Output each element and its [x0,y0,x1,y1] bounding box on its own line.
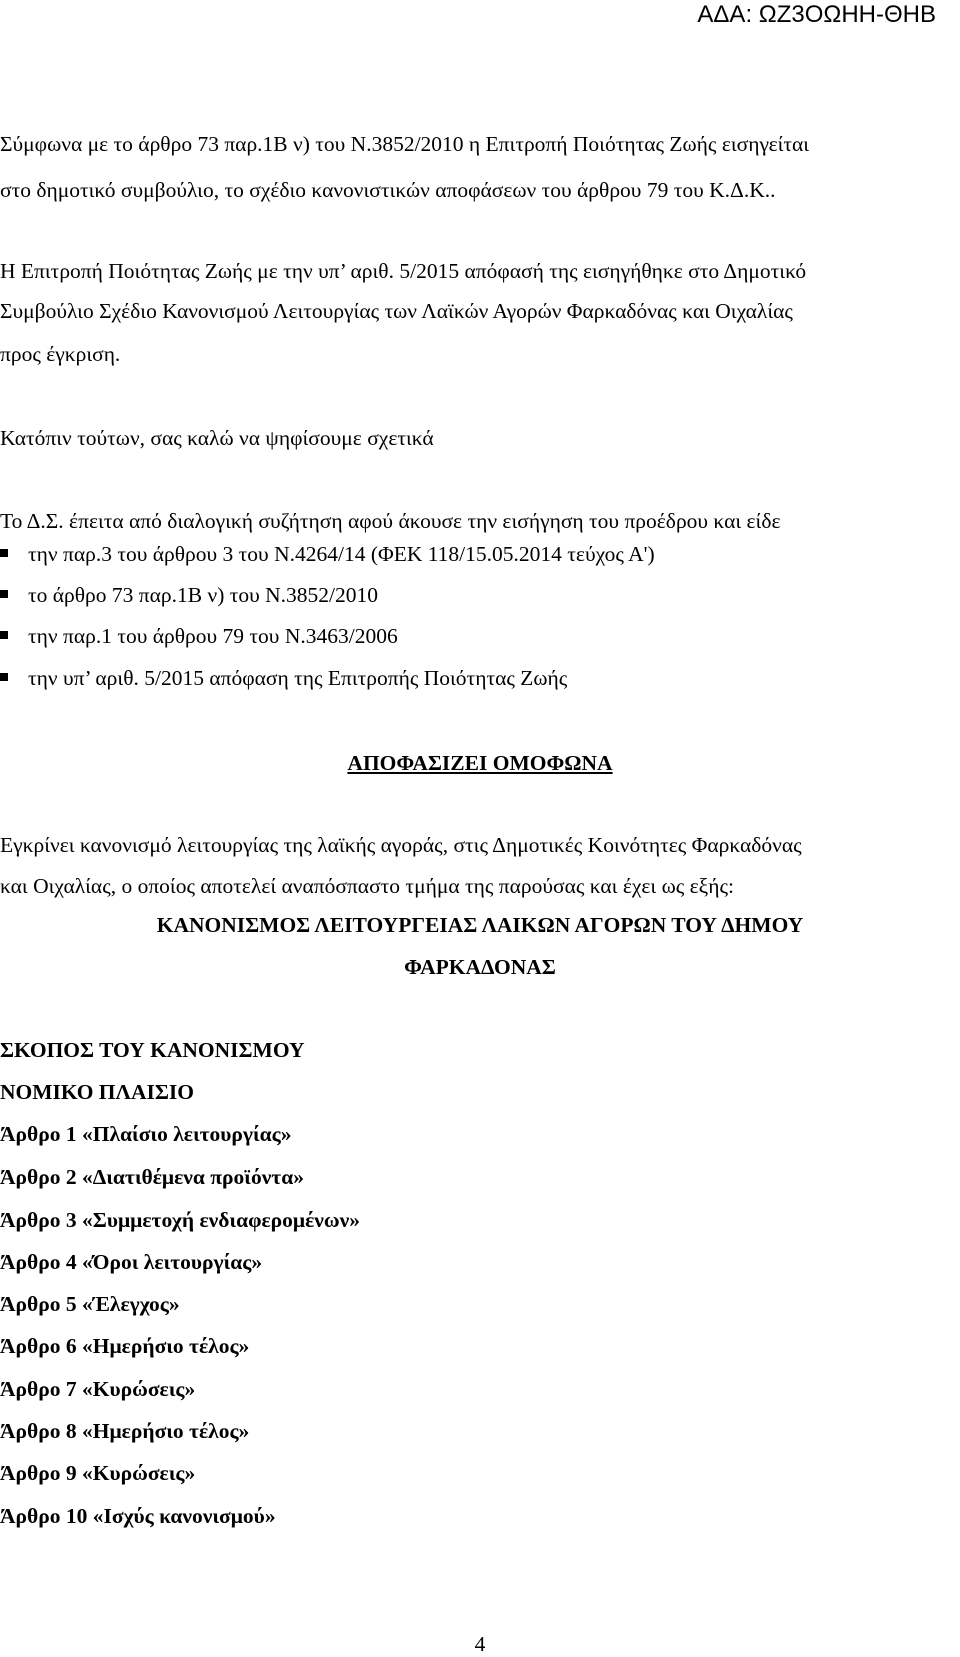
toc-item: Άρθρο 4 «Όροι λειτουργίας» [0,1250,263,1274]
bullet-item: την υπ’ αριθ. 5/2015 απόφαση της Επιτροπής Ποιότητας Ζωής [28,666,568,690]
toc-item: ΣΚΟΠΟΣ ΤΟΥ ΚΑΝΟΝΙΣΜΟΥ [0,1038,305,1062]
bullet-square-icon [0,673,8,681]
regulation-title: ΦΑΡΚΑΔΟΝΑΣ [404,955,556,979]
toc-item: Άρθρο 7 «Κυρώσεις» [0,1377,196,1401]
bullet-square-icon [0,631,8,639]
paragraph-line: Εγκρίνει κανονισμό λειτουργίας της λαϊκής αγοράς, στις Δημοτικές Κοινότητες Φαρκαδόνας [0,833,802,857]
paragraph-line: Η Επιτροπή Ποιότητας Ζωής με την υπ’ αριθ. 5/2015 απόφασή της εισηγήθηκε στο Δημοτικό [0,259,807,283]
toc-item: Άρθρο 10 «Ισχύς κανονισμού» [0,1504,276,1528]
toc-item: Άρθρο 2 «Διατιθέμενα προϊόντα» [0,1165,304,1189]
paragraph-line: Σύμφωνα με το άρθρο 73 παρ.1Β ν) του Ν.3852/2010 η Επιτροπή Ποιότητας Ζωής εισηγείται [0,132,810,156]
paragraph-line: και Οιχαλίας, ο οποίος αποτελεί αναπόσπαστο τμήμα της παρούσας και έχει ως εξής: [0,874,734,898]
ada-header: ΑΔΑ: ΩΖ3ΟΩΗΗ-ΘΗΒ [697,1,936,28]
toc-item: Άρθρο 8 «Ημερήσιο τέλος» [0,1419,250,1443]
paragraph-line: Συμβούλιο Σχέδιο Κανονισμού Λειτουργίας των Λαϊκών Αγορών Φαρκαδόνας και Οιχαλίας [0,299,793,323]
toc-item: Άρθρο 3 «Συμμετοχή ενδιαφερομένων» [0,1208,360,1232]
bullet-item: την παρ.3 του άρθρου 3 του Ν.4264/14 (ΦΕΚ 118/15.05.2014 τεύχος Α') [28,542,655,566]
bullet-item: το άρθρο 73 παρ.1Β ν) του Ν.3852/2010 [28,583,379,607]
bullet-square-icon [0,549,8,557]
toc-item: ΝΟΜΙΚΟ ΠΛΑΙΣΙΟ [0,1080,194,1104]
paragraph-line: Κατόπιν τούτων, σας καλώ να ψηφίσουμε σχετικά [0,426,434,450]
toc-item: Άρθρο 1 «Πλαίσιο λειτουργίας» [0,1122,292,1146]
page-number: 4 [474,1632,486,1656]
bullet-square-icon [0,590,8,598]
bullet-item: την παρ.1 του άρθρου 79 του Ν.3463/2006 [28,624,398,648]
regulation-title: ΚΑΝΟΝΙΣΜΟΣ ΛΕΙΤΟΥΡΓΕΙΑΣ ΛΑΙΚΩΝ ΑΓΟΡΩΝ ΤΟΥ ΔΗΜΟΥ [156,913,804,937]
toc-item: Άρθρο 9 «Κυρώσεις» [0,1461,196,1485]
decision-heading: ΑΠΟΦΑΣΙΖΕΙ ΟΜΟΦΩΝΑ [347,751,613,775]
paragraph-line: Το Δ.Σ. έπειτα από διαλογική συζήτηση αφού άκουσε την εισήγηση του προέδρου και είδε [0,509,781,533]
paragraph-line: προς έγκριση. [0,342,121,366]
paragraph-line: στο δημοτικό συμβούλιο, το σχέδιο κανονιστικών αποφάσεων του άρθρου 79 του Κ.Δ.Κ.. [0,178,776,202]
toc-item: Άρθρο 6 «Ημερήσιο τέλος» [0,1334,250,1358]
toc-item: Άρθρο 5 «Έλεγχος» [0,1292,180,1316]
